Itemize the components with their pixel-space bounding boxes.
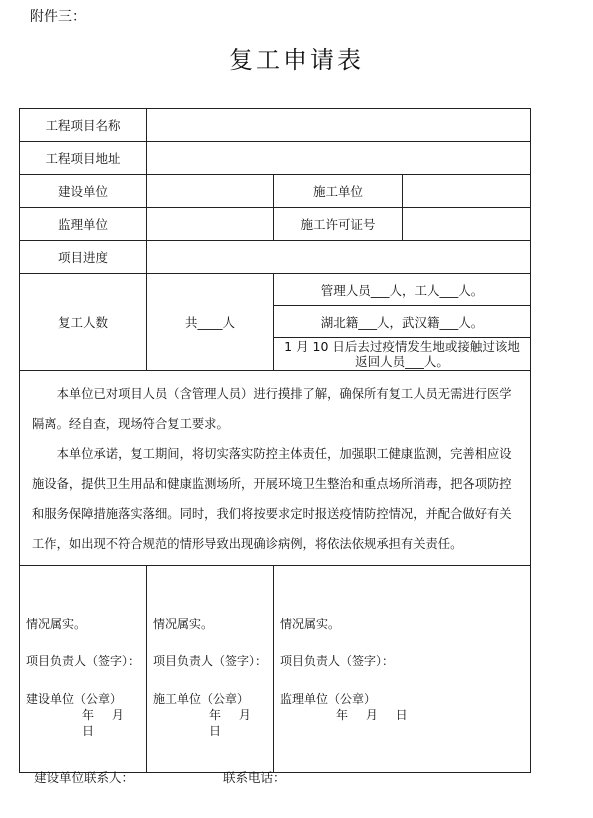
builder-date: 年 月 日: [82, 708, 124, 738]
supervisor-date: 年 月 日: [336, 708, 408, 722]
builder-seal: 建设单位（公章）: [26, 692, 123, 706]
supervisor-confirm: 情况属实。: [280, 617, 341, 631]
project-name-label: 工程项目名称: [20, 109, 147, 142]
contractor-field[interactable]: [403, 175, 531, 208]
permit-label: 施工许可证号: [274, 208, 403, 241]
progress-field[interactable]: [147, 241, 531, 274]
contractor-date: 年 月 日: [209, 708, 251, 738]
workers-label: 复工人数: [20, 274, 147, 371]
builder-signer: 项目负责人（签字）：: [26, 654, 141, 668]
workers-return[interactable]: 1 月 10 日后去过疫情发生地或接触过该地返回人员___人。: [274, 338, 531, 371]
contractor-signer: 项目负责人（签字）：: [153, 654, 268, 668]
contact-phone-label: 联系电话：: [223, 770, 286, 785]
project-name-field[interactable]: [147, 109, 531, 142]
project-address-field[interactable]: [147, 142, 531, 175]
workers-breakdown[interactable]: 管理人员___人，工人___人。: [274, 274, 531, 306]
contractor-signature-block[interactable]: [147, 566, 274, 773]
commitment-paragraph-2: 本单位承诺，复工期间，将切实落实防控主体责任，加强职工健康监测，完善相应设施设备，提供卫生用品和健康监测场所，开展环境卫生整治和重点场所消毒，把各项防控和服务保障措施落实落细。同时，我们将按要求定时报送疫情防控情况，并配合做好有关工作，如出现不符合规范的情形导致出现确诊病例，将依法依规承担有关责任。: [32, 447, 512, 551]
supervisor-signer: 项目负责人（签字）：: [280, 654, 395, 668]
builder-label: 建设单位: [20, 175, 147, 208]
workers-origin[interactable]: 湖北籍___人，武汉籍___人。: [274, 306, 531, 338]
permit-field[interactable]: [403, 208, 531, 241]
application-form-table: [19, 108, 531, 773]
builder-confirm: 情况属实。: [26, 617, 87, 631]
supervisor-signature-block[interactable]: [274, 566, 531, 773]
form-title: 复工申请表: [229, 46, 364, 74]
contractor-confirm: 情况属实。: [153, 617, 214, 631]
progress-label: 项目进度: [20, 241, 147, 274]
builder-field[interactable]: [147, 175, 274, 208]
footer: [34, 768, 286, 786]
commitment-paragraph-1: 本单位已对项目人员（含管理人员）进行摸排了解，确保所有复工人员无需进行医学隔离。经自查，现场符合复工要求。: [32, 387, 512, 431]
project-address-label: 工程项目地址: [20, 142, 147, 175]
contractor-seal: 施工单位（公章）: [153, 692, 250, 706]
supervisor-field[interactable]: [147, 208, 274, 241]
supervisor-label: 监理单位: [20, 208, 147, 241]
contractor-label: 施工单位: [274, 175, 403, 208]
commitment-text: [20, 371, 531, 566]
workers-total[interactable]: 共____人: [147, 274, 274, 371]
annex-label: 附件三：: [30, 9, 86, 25]
builder-signature-block[interactable]: [20, 566, 147, 773]
supervisor-seal: 监理单位（公章）: [280, 692, 377, 706]
builder-contact-label: 建设单位联系人：: [34, 770, 135, 785]
